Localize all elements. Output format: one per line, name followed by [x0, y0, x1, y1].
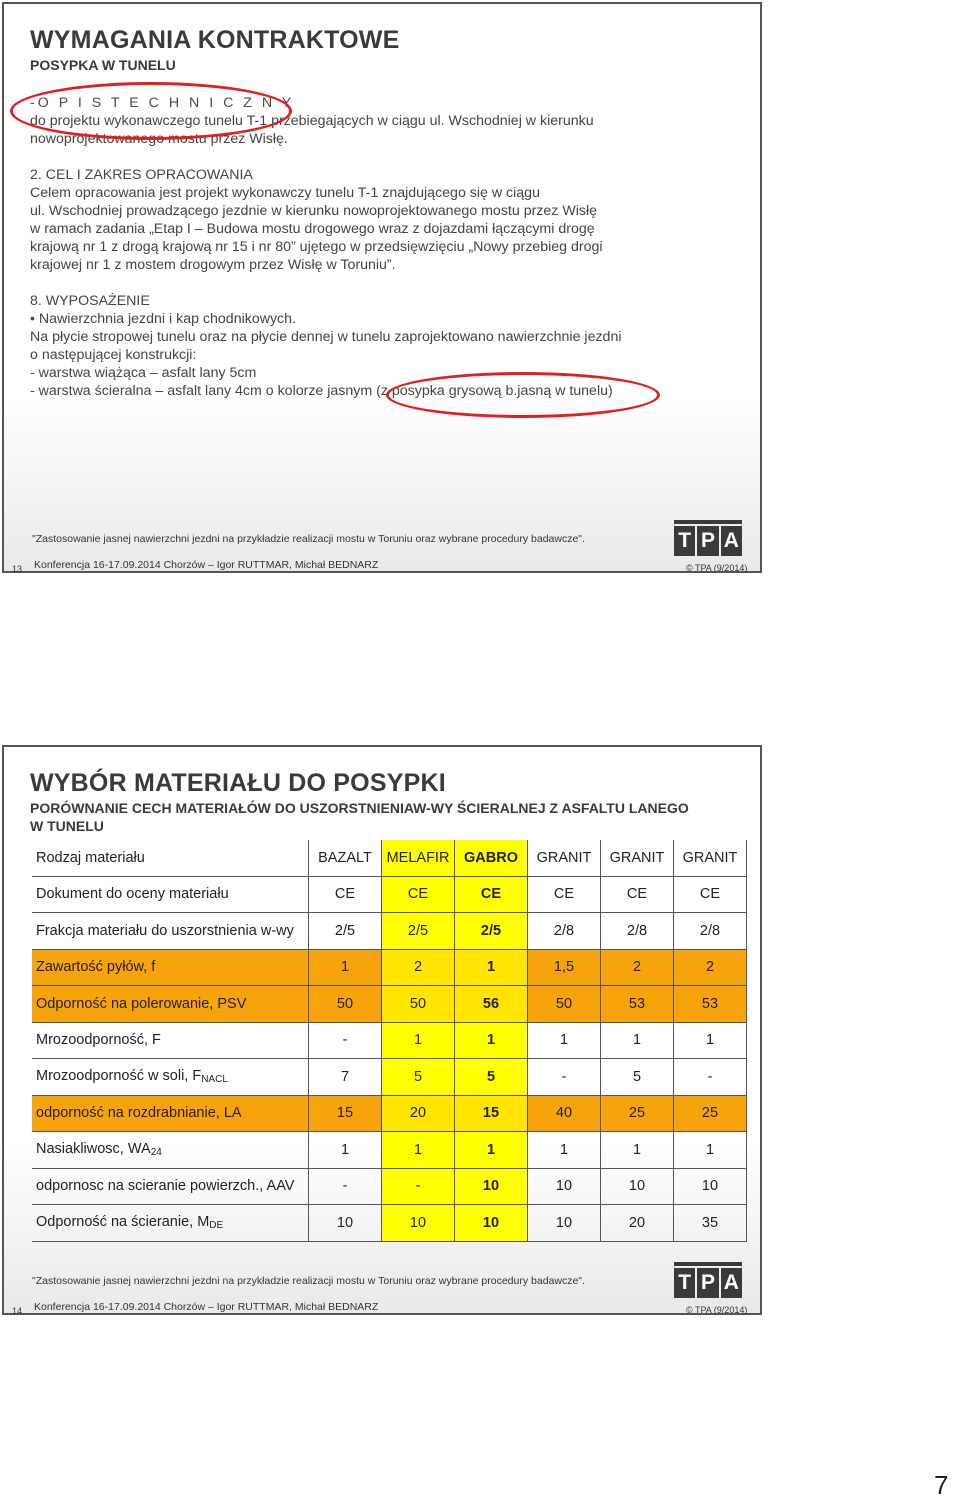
table-cell: 1 [601, 1022, 674, 1059]
table-cell: 1 [382, 1022, 455, 1059]
section-8-line: - warstwa wiążąca – asfalt lany 5cm [30, 365, 257, 381]
copyright: © TPA (9/2014) [686, 1305, 748, 1315]
table-cell: 50 [528, 986, 601, 1023]
slide-title: WYMAGANIA KONTRAKTOWE [30, 26, 400, 54]
logo-letter: T [674, 1268, 695, 1298]
table-cell: 1 [455, 1022, 528, 1059]
table-row [32, 1022, 747, 1059]
table-cell: - [674, 1059, 747, 1096]
table-cell: 2/8 [528, 913, 601, 950]
table-cell: 10 [455, 1205, 528, 1242]
table-cell: BAZALT [309, 840, 382, 876]
table-cell: 53 [601, 986, 674, 1023]
table-cell: 2 [674, 949, 747, 986]
footer-quote: "Zastosowanie jasnej nawierzchni jezdni na przykładzie realizacji mostu w Toruniu oraz wybrane procedury badawcze". [32, 1275, 585, 1287]
section-2-line: krajowej nr 1 z mostem drogowym przez Wisłę w Toruniu”. [30, 257, 396, 273]
copyright: © TPA (9/2014) [686, 563, 748, 573]
table-cell: GRANIT [528, 840, 601, 876]
table-cell: 15 [309, 1095, 382, 1132]
annotation-oval [10, 82, 292, 140]
row-label: odpornosc na scieranie powierzch., AAV [32, 1168, 309, 1205]
row-label: Zawartość pyłów, f [32, 949, 309, 986]
table-cell: CE [528, 876, 601, 913]
table-cell: 15 [455, 1095, 528, 1132]
table-cell: GRANIT [601, 840, 674, 876]
table-cell: 2/5 [309, 913, 382, 950]
table-cell: 2/8 [601, 913, 674, 950]
intro-line: do projektu wykonawczego tunelu T-1 przebiegających w ciągu ul. Wschodniej w kierunku [30, 113, 594, 129]
section-2-line: ul. Wschodniej prowadzącego jezdnie w kierunku nowoprojektowanego mostu przez Wisłę [30, 203, 598, 219]
table-row [32, 986, 747, 1023]
slide-13 [2, 2, 762, 573]
slide-title: WYBÓR MATERIAŁU DO POSYPKI [30, 769, 446, 797]
table-cell: 1 [528, 1022, 601, 1059]
table-cell: - [309, 1168, 382, 1205]
intro-line: nowoprojektowanego mostu przez Wisłę. [30, 131, 288, 147]
section-8-line: Na płycie stropowej tunelu oraz na płycie dennej w tunelu zaprojektowano nawierzchnie jezdni [30, 329, 622, 345]
table-cell: 10 [528, 1168, 601, 1205]
table-cell: 25 [674, 1095, 747, 1132]
section-2-heading: 2. CEL I ZAKRES OPRACOWANIA [30, 167, 253, 183]
table-cell: 2/5 [455, 913, 528, 950]
page-number: 14 [12, 1306, 23, 1316]
table-cell: 1 [674, 1132, 747, 1169]
logo-letter: P [697, 1268, 718, 1298]
table-cell: GRANIT [674, 840, 747, 876]
table-cell: 35 [674, 1205, 747, 1242]
section-2-line: krajową nr 1 z drogą krajową nr 15 i nr 80” ujętego w przedsięwzięciu „Nowy przebieg drogi [30, 239, 603, 255]
logo-letter: T [674, 526, 695, 556]
row-label: Dokument do oceny materiału [32, 876, 309, 913]
table-cell: 10 [601, 1168, 674, 1205]
slide-14 [2, 745, 762, 1315]
table-cell: 2 [601, 949, 674, 986]
row-label: Rodzaj materiału [32, 840, 309, 876]
table-row [32, 1168, 747, 1205]
row-label: Frakcja materiału do uszorstnienia w-wy [32, 913, 309, 950]
table-row [32, 1205, 747, 1242]
row-label: Mrozoodporność w soli, $F_{NACL}$ [32, 1059, 309, 1096]
table-cell: - [309, 1022, 382, 1059]
table-cell: 2/8 [674, 913, 747, 950]
table-cell: GABRO [455, 840, 528, 876]
materials-table [32, 840, 747, 1242]
table-cell: 10 [528, 1205, 601, 1242]
table-cell: 10 [382, 1205, 455, 1242]
tech-heading: -O P I S T E C H N I C Z N Y [30, 95, 295, 111]
table-row [32, 1095, 747, 1132]
table-cell: 25 [601, 1095, 674, 1132]
row-label: odporność na rozdrabnianie, LA [32, 1095, 309, 1132]
table-cell: 2 [382, 949, 455, 986]
section-2-line: Celem opracowania jest projekt wykonawczy tunelu T-1 znajdującego się w ciągu [30, 185, 540, 201]
footer-conference: Konferencja 16-17.09.2014 Chorzów – Igor RUTTMAR, Michał BEDNARZ [34, 1301, 379, 1313]
footer-conference: Konferencja 16-17.09.2014 Chorzów – Igor RUTTMAR, Michał BEDNARZ [34, 559, 379, 571]
row-label: Odporność na ścieranie, $M_{DE}$ [32, 1205, 309, 1242]
table-row [32, 1059, 747, 1096]
annotation-oval [386, 372, 660, 418]
table-cell: 10 [455, 1168, 528, 1205]
sheet-page-number: 7 [934, 1470, 949, 1500]
table-cell: 50 [309, 986, 382, 1023]
table-cell: 20 [601, 1205, 674, 1242]
table-cell: 1 [455, 949, 528, 986]
table-cell: 10 [674, 1168, 747, 1205]
table-row [32, 1132, 747, 1169]
table-cell: 1 [382, 1132, 455, 1169]
table-cell: 56 [455, 986, 528, 1023]
table-row [32, 840, 747, 876]
footer-quote: "Zastosowanie jasnej nawierzchni jezdni na przykładzie realizacji mostu w Toruniu oraz wybrane procedury badawcze". [32, 533, 585, 545]
tpa-logo [674, 1268, 742, 1298]
row-label: Odporność na polerowanie, PSV [32, 986, 309, 1023]
section-8-line: - warstwa ścieralna – asfalt lany 4cm o kolorze jasnym (z posypka grysową b.jasną w tunelu) [30, 383, 613, 399]
table-cell: 1 [455, 1132, 528, 1169]
table-cell: 20 [382, 1095, 455, 1132]
logo-letter: A [721, 526, 742, 556]
row-label: Nasiakliwosc, $WA_{24}$ [32, 1132, 309, 1169]
table-row [32, 949, 747, 986]
slide-body [30, 94, 622, 400]
logo-letter: P [697, 526, 718, 556]
section-8-line: o następującej konstrukcji: [30, 347, 197, 363]
table-row [32, 876, 747, 913]
table-cell: CE [309, 876, 382, 913]
table-cell: MELAFIR [382, 840, 455, 876]
page-number: 13 [12, 564, 23, 574]
slide-subtitle: POSYPKA W TUNELU [30, 57, 176, 73]
table-row [32, 913, 747, 950]
table-cell: CE [382, 876, 455, 913]
table-cell: CE [674, 876, 747, 913]
slide-subtitle [30, 799, 689, 835]
subtitle-line: W TUNELU [30, 818, 104, 834]
table-cell: 2/5 [382, 913, 455, 950]
table-cell: 1 [674, 1022, 747, 1059]
table-cell: 10 [309, 1205, 382, 1242]
table-cell: 40 [528, 1095, 601, 1132]
row-label: Mrozoodporność, F [32, 1022, 309, 1059]
table-cell: 5 [455, 1059, 528, 1096]
table-cell: 1 [601, 1132, 674, 1169]
table-cell: 50 [382, 986, 455, 1023]
table-cell: 7 [309, 1059, 382, 1096]
table-cell: 1,5 [528, 949, 601, 986]
section-8-heading: 8. WYPOSAŻENIE [30, 293, 150, 309]
table-cell: - [528, 1059, 601, 1096]
section-2-line: w ramach zadania „Etap I – Budowa mostu drogowego wraz z dojazdami łączącymi drogę [30, 221, 595, 237]
logo-letter: A [721, 1268, 742, 1298]
subtitle-line: PORÓWNANIE CECH MATERIAŁÓW DO USZORSTNIENIAW-WY ŚCIERALNEJ Z ASFALTU LANEGO [30, 800, 689, 816]
table-cell: CE [455, 876, 528, 913]
section-8-bullet: • Nawierzchnia jezdni i kap chodnikowych. [30, 311, 296, 327]
table-cell: 1 [309, 949, 382, 986]
table-cell: 53 [674, 986, 747, 1023]
table-cell: 5 [601, 1059, 674, 1096]
table-cell: - [382, 1168, 455, 1205]
table-cell: 1 [309, 1132, 382, 1169]
table-cell: 5 [382, 1059, 455, 1096]
tpa-logo [674, 526, 742, 556]
table-cell: 1 [528, 1132, 601, 1169]
table-cell: CE [601, 876, 674, 913]
